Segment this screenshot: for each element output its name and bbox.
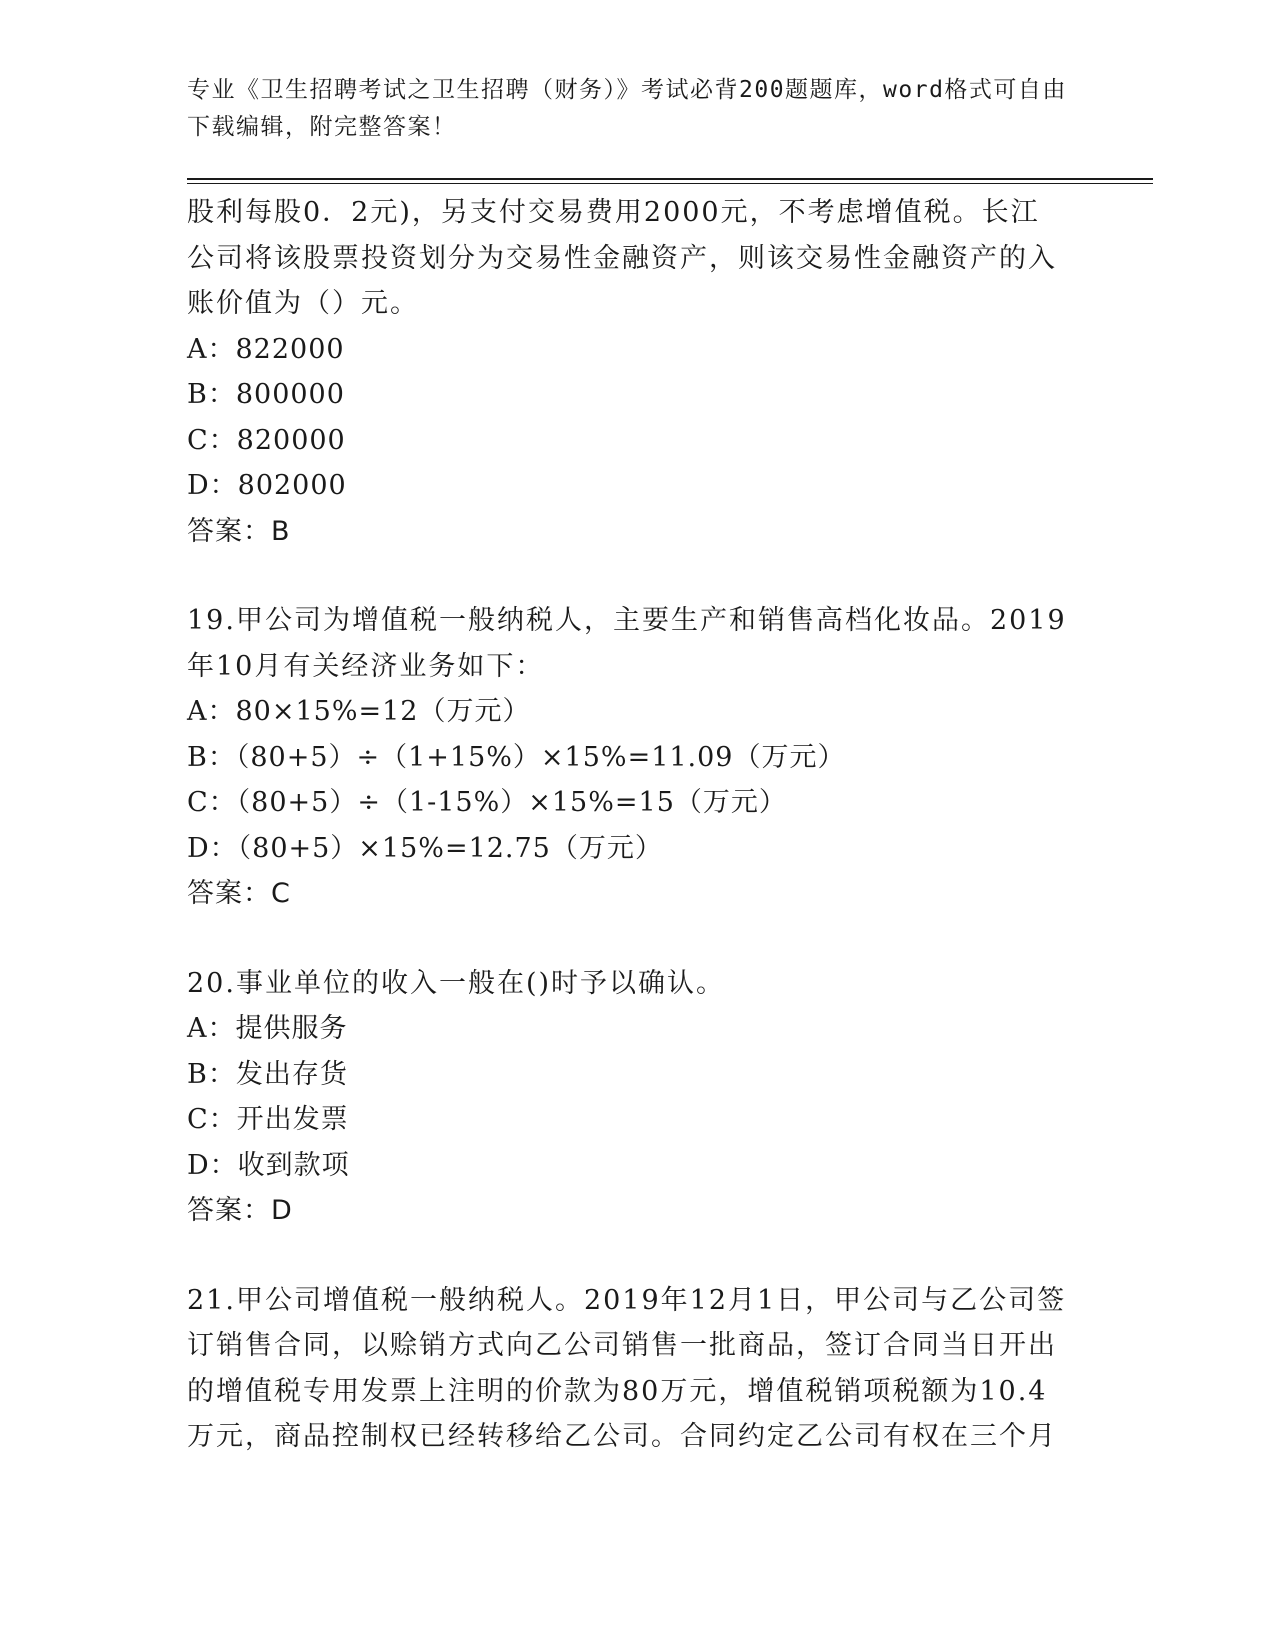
option-d: D：802000: [187, 470, 347, 501]
question-19: [187, 598, 1067, 917]
question-text: 股利每股0．2元)，另支付交易费用2000元，不考虑增值税。长江公司将该股票投资划分为交易性金融资产，则该交易性金融资产的入账价值为（）元。: [187, 197, 1057, 319]
question-21: [187, 1278, 1067, 1460]
option-a: A：80×15%=12（万元）: [187, 696, 531, 727]
option-b: B：800000: [187, 379, 345, 410]
document-header: 专业《卫生招聘考试之卫生招聘（财务）》考试必背200题题库，word格式可自由下载编辑，附完整答案！: [187, 77, 1067, 140]
answer-line: 答案：D: [187, 1195, 293, 1226]
option-b: B：发出存货: [187, 1058, 348, 1090]
header-divider-thin: [187, 183, 1153, 184]
question-text: 19.甲公司为增值税一般纳税人，主要生产和销售高档化妆品。2019年10月有关经济业务如下：: [187, 605, 1067, 682]
question-text: 21.甲公司增值税一般纳税人。2019年12月1日，甲公司与乙公司签订销售合同，以赊销方式向乙公司销售一批商品，签订合同当日开出的增值税专用发票上注明的价款为80万元，增值税销项税额为10.4万元，商品控制权已经转移给乙公司。合同约定乙公司有权在三个月: [187, 1284, 1067, 1452]
option-d: D：收到款项: [187, 1149, 350, 1181]
option-b: B：（80+5）÷（1+15%）×15%=11.09（万元）: [187, 741, 846, 773]
question-text: 20.事业单位的收入一般在()时予以确认。: [187, 967, 726, 999]
option-c: C：（80+5）÷（1-15%）×15%=15（万元）: [187, 787, 787, 818]
question-18: [187, 190, 1067, 554]
document-body: [187, 190, 1067, 1460]
option-d: D：（80+5）×15%=12.75（万元）: [187, 832, 663, 864]
header-divider-thick: [187, 178, 1153, 180]
answer-line: 答案：B: [187, 515, 291, 547]
spacer: [187, 1234, 1067, 1278]
option-a: A：822000: [187, 333, 345, 365]
spacer: [187, 554, 1067, 598]
option-a: A：提供服务: [187, 1013, 348, 1044]
question-20: [187, 961, 1067, 1234]
option-c: C：820000: [187, 424, 346, 456]
option-c: C：开出发票: [187, 1104, 349, 1135]
answer-line: 答案：C: [187, 878, 291, 909]
spacer: [187, 917, 1067, 961]
